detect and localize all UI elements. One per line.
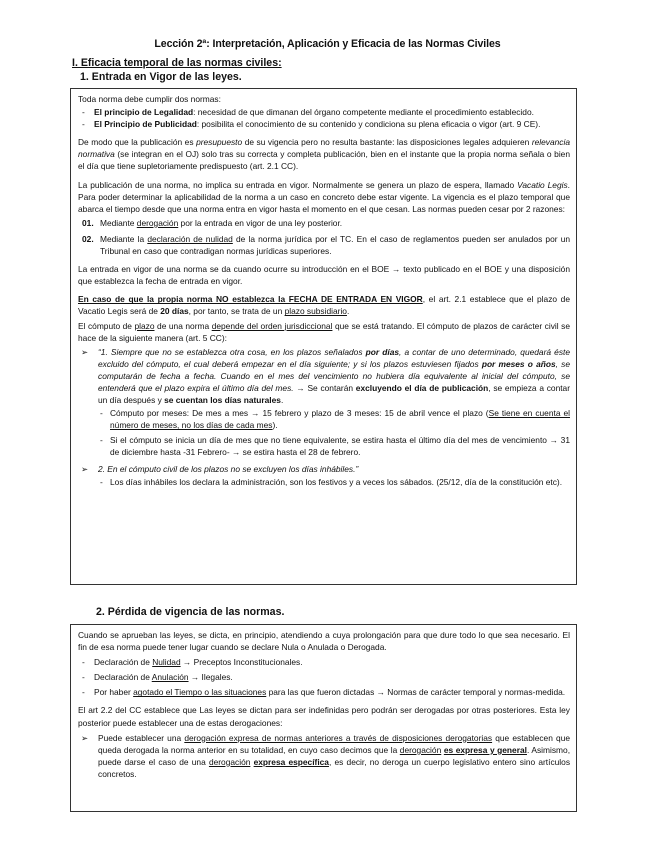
list-item: - El principio de Legalidad: necesidad de que dimanan del órgano competente mediante el procedimiento establecido.: [82, 107, 534, 118]
list-item: - El Principio de Publicidad: posibilita el conocimiento de su contenido y condiciona su plena eficacia o vigor (art. 9 CE).: [82, 119, 541, 130]
subsection-heading-loss: 2. Pérdida de vigencia de las normas.: [96, 606, 285, 618]
page-title: Lección 2ª: Interpretación, Aplicación y Eficacia de las Normas Civiles: [154, 38, 501, 50]
paragraph: La publicación de una norma, no implica su entrada en vigor. Normalmente se genera un plazo de espera, llamado Vacatio Legis. Para poder determinar la aplicabilidad de la norma a un caso en concreto debe estar vigente. La vigencia es el plazo temporal que abarca el tiempo desde que una norma entra en vigor hasta el momento en el que cesan. Las normas pueden cesar por 2 razones:: [78, 179, 570, 214]
article-quote-list: [78, 346, 570, 488]
derogation-list: [78, 732, 570, 780]
content-box-entry-into-force: [70, 88, 577, 585]
principles-list: [78, 106, 570, 130]
list-item: - Declaración de Anulación → Ilegales.: [82, 672, 233, 683]
paragraph: Toda norma debe cumplir dos normas:: [78, 94, 221, 104]
paragraph: La entrada en vigor de una norma se da cuando ocurre su introducción en el BOE → texto publicado en el BOE y una disposición que establezca la fecha de entrada en vigor.: [78, 264, 570, 287]
section-heading: I. Eficacia temporal de las normas civiles:: [72, 57, 282, 69]
list-item: ➢ “1. Siempre que no se establezca otra cosa, en los plazos señalados por días, a contar de uno determinado, quedará éste excluido del cómputo, el cual deberá empezar en el día siguiente; y si los plazos estuviesen fijados por meses o años, se computarán de fecha a fecha. Cuando en el mes del vencimiento no hubiera día equivalente al inicial del cómputo, se entenderá que el plazo expira el último día del mes. → Se contarán excluyendo el día de publicación, se empieza a contar un día después y se cuentan los días naturales. - Cómputo por meses: De mes a mes → 15 febrero y plazo de 3 meses: 15 de abril vence el plazo (Se tiene en cuenta el número de meses, no los días de cada mes). - Si el cómputo se inicia un día de mes que no tiene equivalente, se estira hasta el último día del mes de vencimiento → 31 de diciembre hasta -31 Febrero- → se estira hasta el 28 de febrero.: [81, 346, 570, 458]
list-item: - Los días inhábiles los declara la administración, son los festivos y a veces los sábados. (25/12, día de la constitución etc).: [100, 476, 563, 487]
list-item: 02. Mediante la declaración de nulidad de la norma jurídica por el TC. En el caso de reglamentos pueden ser anulados por un Tribunal en caso que contradigan normas jurídicas superiores.: [82, 233, 571, 257]
list-item: - Si el cómputo se inicia un día de mes que no tiene equivalente, se estira hasta el último día del mes de vencimiento → 31 de diciembre hasta -31 Febrero- → se estira hasta el 28 de febrero.: [100, 435, 570, 458]
paragraph: El cómputo de plazo de una norma depende del orden jurisdiccional que se está tratando. El cómputo de plazos de carácter civil se hace de la siguiente manera (art. 5 CC):: [78, 320, 571, 343]
list-item: - Cómputo por meses: De mes a mes → 15 febrero y plazo de 3 meses: 15 de abril vence el plazo (Se tiene en cuenta el número de meses, no los días de cada mes).: [100, 408, 570, 431]
list-item: - Por haber agotado el Tiempo o las situaciones para las que fueron dictadas → Normas de carácter temporal y normas-medida.: [82, 687, 566, 698]
arrow-bullet-icon: ➢: [81, 346, 89, 357]
cessation-reasons-list: [78, 217, 570, 257]
subsection-heading-entry: 1. Entrada en Vigor de las leyes.: [80, 71, 242, 83]
arrow-bullet-icon: ➢: [81, 463, 89, 474]
paragraph: En caso de que la propia norma NO establezca la FECHA DE ENTRADA EN VIGOR, el art. 2.1 establece que el plazo de Vacatio Legis será de 20 días, por tanto, se trata de un plazo subsidiario.: [78, 294, 570, 317]
list-item: - Declaración de Nulidad → Preceptos Inconstitucionales.: [82, 657, 303, 668]
list-item: 01. Mediante derogación por la entrada en vigor de una ley posterior.: [82, 217, 343, 228]
ending-causes-list: [78, 656, 570, 698]
sub-list: [98, 407, 570, 458]
paragraph: De modo que la publicación es presupuesto de su vigencia pero no resulta bastante: las disposiciones legales adquieren relevancia normativa (se integran en el OJ) solo tras su correcta y completa publicación, bien en el instante que la propia norma señala o bien el día que tiene supletoriamente predispuesto (art. 2.1 CC).: [78, 137, 571, 172]
list-item: ➢ Puede establecer una derogación expresa de normas anteriores a través de disposiciones derogatorias que establecen que queda derogada la norma anterior en su totalidad, en cuyo caso decimos que la derogación es expresa y general. Asimismo, puede darse el caso de una derogación expresa específica, es decir, no deroga un cuerpo legislativo entero sino artículos concretos.: [81, 732, 571, 779]
paragraph: El art 2.2 del CC establece que Las leyes se dictan para ser indefinidas pero podrán ser derogadas por otras posteriores. Esta ley posterior puede establecer una de estas derogaciones:: [78, 705, 570, 728]
sub-list: [98, 476, 570, 488]
list-item: ➢ 2. En el cómputo civil de los plazos no se excluyen los días inhábiles.” - Los días inhábiles los declara la administración, son los festivos y a veces los sábados. (25/12, día de la constitución etc).: [78, 463, 570, 488]
content-box-loss-of-validity: [70, 624, 577, 812]
arrow-bullet-icon: ➢: [81, 732, 89, 743]
paragraph: Cuando se aprueban las leyes, se dicta, en principio, atendiendo a cuya prolongación para que dure todo lo que sea necesario. El fin de esa norma puede tener lugar cuando se declare Nula o Anulada o Derogada.: [78, 630, 570, 653]
